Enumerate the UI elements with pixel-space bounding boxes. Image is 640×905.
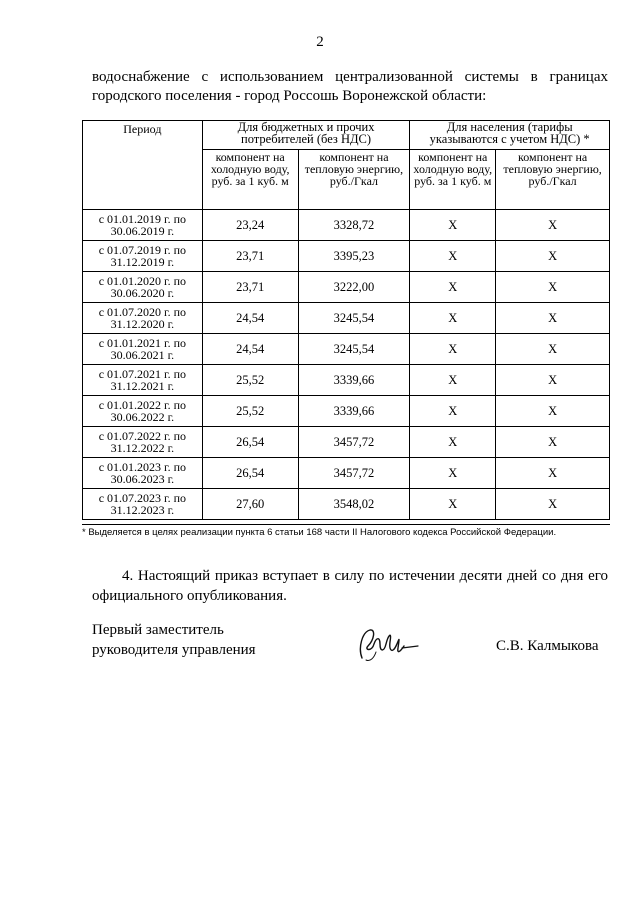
header-population-water: компонент на холодную воду, руб. за 1 куб. м: [410, 150, 496, 210]
signer-title-line-2: руководителя управления: [92, 642, 256, 658]
table-row: [83, 427, 610, 458]
population-heat-cell: Х: [496, 489, 610, 520]
budget-heat-cell: 3339,66: [298, 396, 410, 427]
population-water-cell: Х: [410, 365, 496, 396]
period-cell: с 01.01.2020 г. по 30.06.2020 г.: [83, 272, 203, 303]
period-cell: с 01.01.2022 г. по 30.06.2022 г.: [83, 396, 203, 427]
population-heat-cell: Х: [496, 210, 610, 241]
period-cell: с 01.01.2021 г. по 30.06.2021 г.: [83, 334, 203, 365]
paragraph-4-line-1: 4. Настоящий приказ вступает в силу по истечении десяти дней со дня его: [122, 568, 608, 584]
table-row: [83, 272, 610, 303]
signer-title-line-1: Первый заместитель: [92, 622, 224, 638]
budget-water-cell: 24,54: [202, 303, 298, 334]
budget-heat-cell: 3245,54: [298, 303, 410, 334]
population-water-cell: Х: [410, 396, 496, 427]
header-population-heat: компонент на тепловую энергию, руб./Гкал: [496, 150, 610, 210]
population-heat-cell: Х: [496, 365, 610, 396]
population-heat-cell: Х: [496, 427, 610, 458]
budget-water-cell: 26,54: [202, 427, 298, 458]
intro-line-2: городского поселения - город Россошь Воронежской области:: [92, 88, 487, 104]
budget-water-cell: 27,60: [202, 489, 298, 520]
population-water-cell: Х: [410, 334, 496, 365]
population-water-cell: Х: [410, 272, 496, 303]
table-row: [83, 210, 610, 241]
population-water-cell: Х: [410, 241, 496, 272]
budget-heat-cell: 3548,02: [298, 489, 410, 520]
handwritten-signature: [352, 622, 420, 668]
budget-water-cell: 25,52: [202, 365, 298, 396]
population-heat-cell: Х: [496, 396, 610, 427]
population-heat-cell: Х: [496, 303, 610, 334]
budget-heat-cell: 3222,00: [298, 272, 410, 303]
intro-paragraph: [92, 68, 608, 106]
table-row: [83, 334, 610, 365]
population-water-cell: Х: [410, 210, 496, 241]
period-cell: с 01.07.2019 г. по 31.12.2019 г.: [83, 241, 203, 272]
budget-water-cell: 26,54: [202, 458, 298, 489]
budget-water-cell: 23,24: [202, 210, 298, 241]
header-budget-consumers: Для бюджетных и прочих потребителей (без НДС): [202, 121, 410, 150]
signer-title: [92, 620, 256, 660]
budget-water-cell: 23,71: [202, 241, 298, 272]
page-number: 2: [316, 34, 324, 50]
budget-heat-cell: 3339,66: [298, 365, 410, 396]
table-row: [83, 489, 610, 520]
table-row: [83, 396, 610, 427]
population-water-cell: Х: [410, 458, 496, 489]
header-population: Для населения (тарифы указываются с учетом НДС) *: [410, 121, 610, 150]
population-water-cell: Х: [410, 303, 496, 334]
intro-line-1: водоснабжение с использованием централизованной системы в границах: [92, 69, 608, 85]
budget-water-cell: 25,52: [202, 396, 298, 427]
period-cell: с 01.07.2021 г. по 31.12.2021 г.: [83, 365, 203, 396]
signer-name: С.В. Калмыкова: [496, 638, 599, 654]
period-cell: с 01.07.2023 г. по 31.12.2023 г.: [83, 489, 203, 520]
budget-heat-cell: 3395,23: [298, 241, 410, 272]
table-row: [83, 241, 610, 272]
table-row: [83, 303, 610, 334]
population-water-cell: Х: [410, 427, 496, 458]
period-cell: с 01.07.2020 г. по 31.12.2020 г.: [83, 303, 203, 334]
tariff-table: [82, 120, 610, 520]
paragraph-4: [92, 566, 608, 606]
table-row: [83, 458, 610, 489]
budget-heat-cell: 3457,72: [298, 458, 410, 489]
population-water-cell: Х: [410, 489, 496, 520]
population-heat-cell: Х: [496, 272, 610, 303]
period-cell: с 01.01.2023 г. по 30.06.2023 г.: [83, 458, 203, 489]
population-heat-cell: Х: [496, 334, 610, 365]
budget-water-cell: 24,54: [202, 334, 298, 365]
header-period: Период: [83, 121, 203, 210]
budget-water-cell: 23,71: [202, 272, 298, 303]
header-budget-water: компонент на холодную воду, руб. за 1 куб. м: [202, 150, 298, 210]
budget-heat-cell: 3245,54: [298, 334, 410, 365]
header-budget-heat: компонент на тепловую энергию, руб./Гкал: [298, 150, 410, 210]
population-heat-cell: Х: [496, 458, 610, 489]
population-heat-cell: Х: [496, 241, 610, 272]
table-row: [83, 365, 610, 396]
budget-heat-cell: 3328,72: [298, 210, 410, 241]
period-cell: с 01.07.2022 г. по 31.12.2022 г.: [83, 427, 203, 458]
period-cell: с 01.01.2019 г. по 30.06.2019 г.: [83, 210, 203, 241]
budget-heat-cell: 3457,72: [298, 427, 410, 458]
paragraph-4-line-2: официального опубликования.: [92, 588, 287, 604]
footnote: * Выделяется в целях реализации пункта 6 статьи 168 части II Налогового кодекса Российской Федерации.: [82, 524, 610, 538]
